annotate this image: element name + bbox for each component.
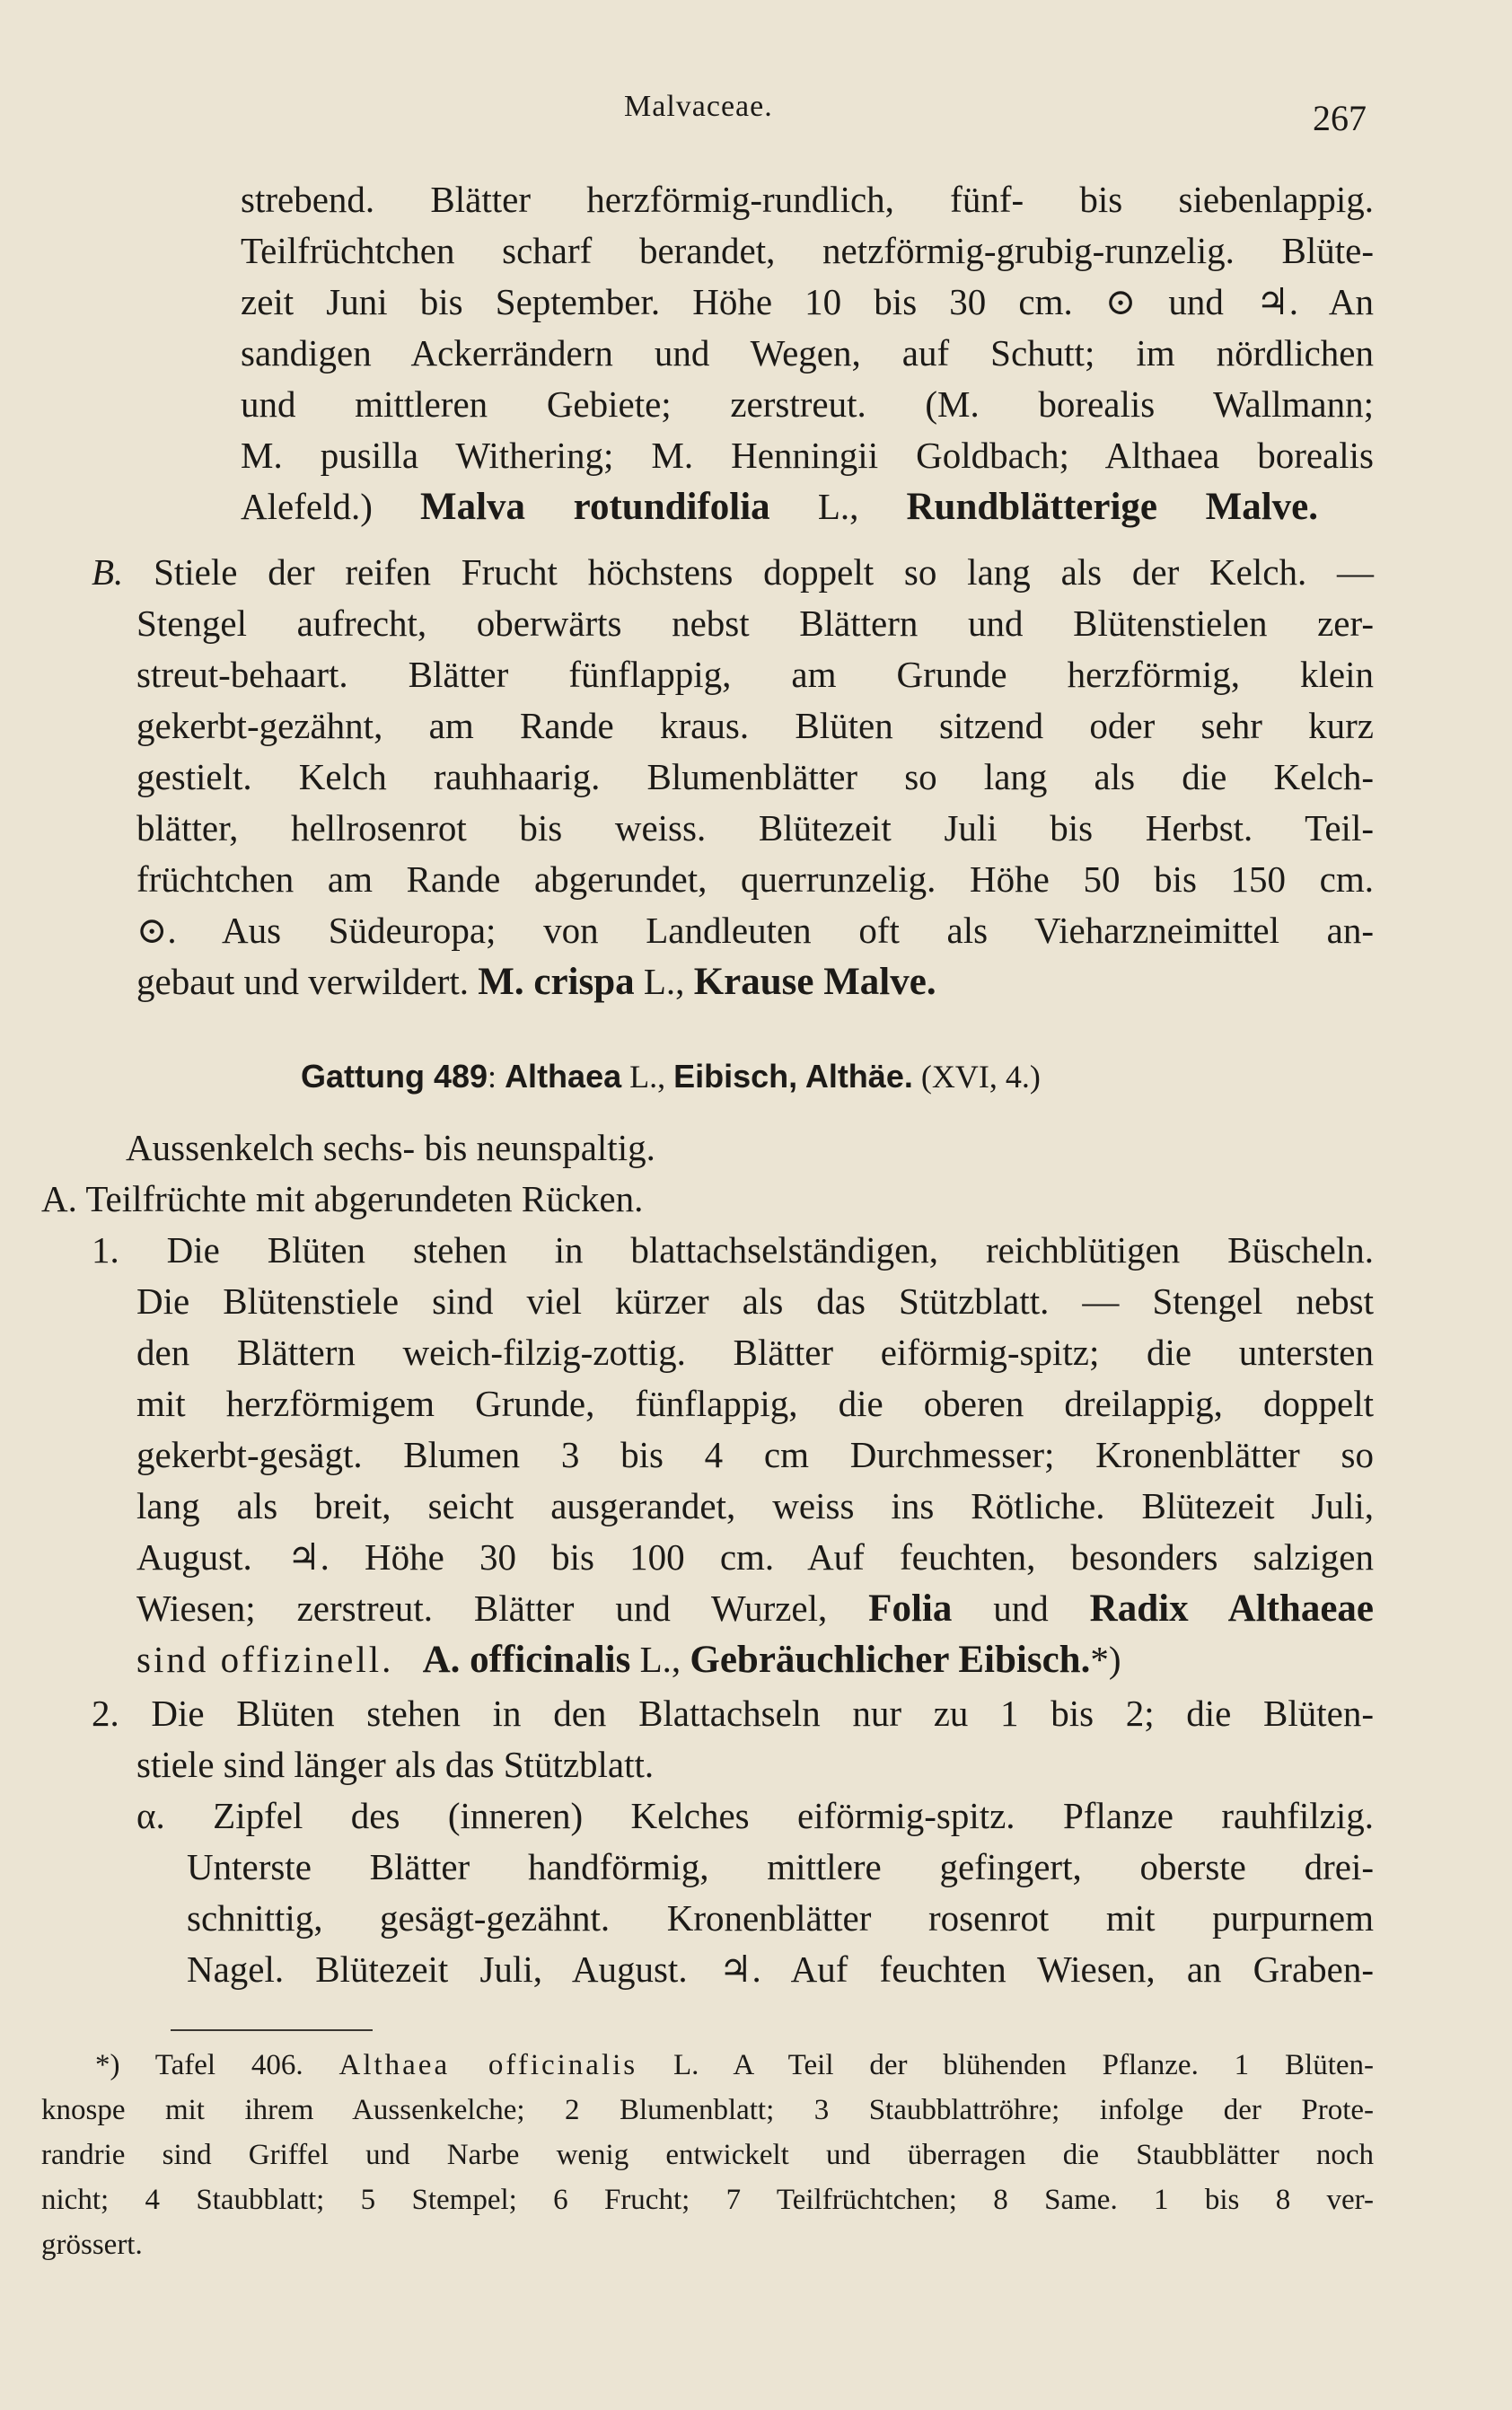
line-text: L. A Teil der blühenden Pflanze. 1 Blüten-: [637, 2049, 1375, 2081]
genus-common-name: Eibisch, Althäe.: [673, 1058, 913, 1095]
line-text: und: [952, 1588, 1090, 1629]
text-line: strebend. Blätter herzförmig-rundlich, fünf- bis siebenlappig.: [241, 179, 1374, 220]
text-line: gekerbt-gesägt. Blumen 3 bis 4 cm Durchmesser; Kronenblätter so: [136, 1434, 1374, 1475]
species-name: M. crispa: [478, 961, 635, 1003]
text-line: blätter, hellrosenrot bis weiss. Blütezeit Juli bis Herbst. Teil-: [136, 807, 1374, 849]
running-title: Malvaceae.: [624, 90, 773, 123]
heading-sep: :: [488, 1059, 505, 1095]
text-line: lang als breit, seicht ausgerandet, weiss ins Rötliche. Blütezeit Juli,: [136, 1485, 1374, 1526]
text-line: Nagel. Blütezeit Juli, August. ♃. Auf feuchten Wiesen, an Graben-: [187, 1948, 1374, 1990]
text-line: zeit Juni bis September. Höhe 10 bis 30 cm. ⊙ und ♃. An: [241, 281, 1374, 322]
text-line: A. Teilfrüchte mit abgerundeten Rücken.: [41, 1178, 644, 1219]
author: L.,: [634, 961, 694, 1002]
text-line: den Blättern weich-filzig-zottig. Blätter eiförmig-spitz; die untersten: [136, 1332, 1374, 1373]
footnote-line: [95, 2045, 1374, 2085]
footnote-line: nicht; 4 Staubblatt; 5 Stempel; 6 Frucht; 7 Teilfrüchtchen; 8 Same. 1 bis 8 ver-: [41, 2184, 1374, 2216]
genus-author: L.,: [621, 1059, 674, 1095]
linnaean-class: (XVI, 4.): [912, 1059, 1041, 1095]
text-line: mit herzförmigem Grunde, fünflappig, die oberen dreilappig, doppelt: [136, 1383, 1374, 1424]
line-text: [393, 1639, 402, 1680]
footnote-rule: [171, 2029, 373, 2031]
text-line: stiele sind länger als das Stützblatt.: [136, 1744, 655, 1785]
species-name: Althaea officinalis: [338, 2049, 638, 2081]
text-line: ⊙. Aus Südeuropa; von Landleuten oft als Vieharzneimittel an-: [136, 910, 1374, 951]
text-line: M. pusilla Withering; M. Henningii Goldbach; Althaea borealis: [241, 435, 1374, 476]
line-text: gebaut und verwildert.: [136, 961, 479, 1002]
text-line: [92, 549, 1374, 595]
text-line: sandigen Ackerrändern und Wegen, auf Schutt; im nördlichen: [241, 332, 1374, 374]
text-line: streut-behaart. Blätter fünflappig, am Grunde herzförmig, klein: [136, 654, 1374, 695]
genus-number: Gattung 489: [301, 1058, 488, 1095]
species-name: A. officinalis: [422, 1639, 631, 1681]
text-line: und mittleren Gebiete; zerstreut. (M. borealis Wallmann;: [241, 383, 1374, 425]
common-name: Gebräuchlicher Eibisch.: [690, 1639, 1091, 1681]
drug-name: Folia: [868, 1588, 953, 1630]
text-line: gestielt. Kelch rauhhaarig. Blumenblätter so lang als die Kelch-: [136, 756, 1374, 797]
common-name: Rundblätterige Malve.: [906, 486, 1318, 528]
page-header: [0, 90, 1512, 144]
text-line: 2. Die Blüten stehen in den Blattachseln nur zu 1 bis 2; die Blüten-: [92, 1693, 1374, 1734]
text-line: Die Blütenstiele sind viel kürzer als das Stützblatt. — Stengel nebst: [136, 1280, 1374, 1322]
line-text: Stiele der reifen Frucht höchstens doppelt so lang als der Kelch. —: [123, 551, 1374, 593]
genus-name: Althaea: [505, 1058, 622, 1095]
text-line: α. Zipfel des (inneren) Kelches eiförmig-spitz. Pflanze rauhfilzig.: [136, 1795, 1374, 1836]
line-text: sind offizinell.: [136, 1639, 394, 1680]
text-line: Teilfrüchtchen scharf berandet, netzförmig-grubig-runzelig. Blüte-: [241, 230, 1374, 271]
author: L.,: [630, 1639, 690, 1680]
text-line: Stengel aufrecht, oberwärts nebst Blättern und Blütenstielen zer-: [136, 602, 1374, 644]
text-line: [136, 958, 1124, 1006]
footnote-line: grössert.: [41, 2229, 143, 2261]
text-line: [136, 1636, 1304, 1684]
text-line: [241, 483, 1318, 531]
line-text: Wiesen; zerstreut. Blätter und Wurzel,: [136, 1588, 869, 1629]
species-name: Malva rotundifolia: [419, 486, 770, 528]
page-number: 267: [1313, 98, 1367, 138]
footnote-marker: *): [1090, 1639, 1121, 1680]
text-line: August. ♃. Höhe 30 bis 100 cm. Auf feuchten, besonders salzigen: [136, 1536, 1374, 1578]
genus-heading: [301, 1058, 1041, 1095]
text-line: 1. Die Blüten stehen in blattachselständigen, reichblütigen Büscheln.: [92, 1229, 1374, 1271]
section-letter: B.: [92, 551, 124, 593]
text-line: Aussenkelch sechs- bis neunspaltig.: [126, 1127, 655, 1168]
footnote-line: knospe mit ihrem Aussenkelche; 2 Blumenblatt; 3 Staubblattröhre; infolge der Prote-: [41, 2094, 1374, 2126]
text-line: schnittig, gesägt-gezähnt. Kronenblätter rosenrot mit purpurnem: [187, 1897, 1374, 1939]
common-name: Krause Malve.: [693, 961, 936, 1003]
text-line: gekerbt-gezähnt, am Rande kraus. Blüten sitzend oder sehr kurz: [136, 705, 1374, 746]
footnote-line: randrie sind Griffel und Narbe wenig entwickelt und überragen die Staubblätter noch: [41, 2139, 1374, 2171]
drug-name: Radix Althaeae: [1089, 1588, 1375, 1630]
text-line: früchtchen am Rande abgerundet, querrunzelig. Höhe 50 bis 150 cm.: [136, 858, 1374, 900]
line-text: *) Tafel 406.: [95, 2049, 339, 2081]
author: L.,: [769, 486, 907, 527]
text-line: Unterste Blätter handförmig, mittlere gefingert, oberste drei-: [187, 1846, 1374, 1887]
line-text: Alefeld.): [241, 486, 420, 527]
text-line: [136, 1585, 1374, 1632]
